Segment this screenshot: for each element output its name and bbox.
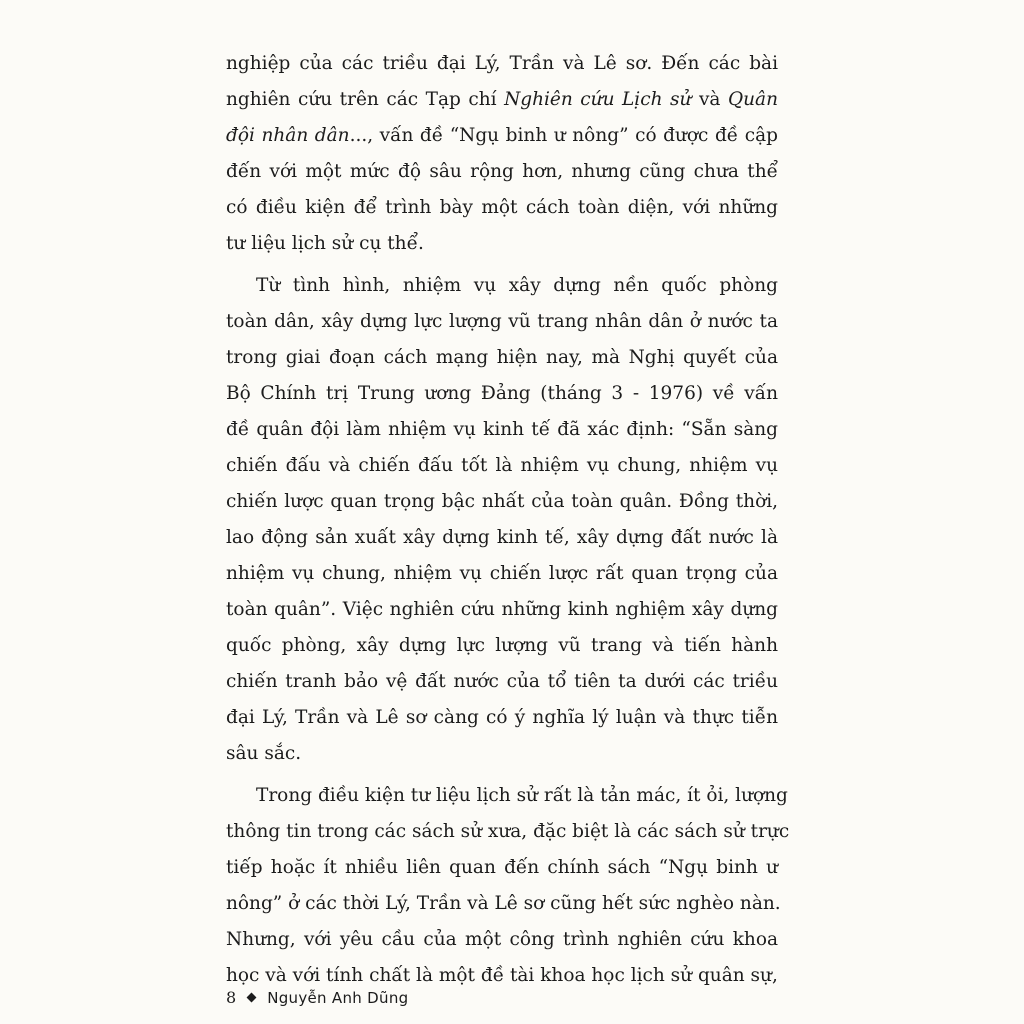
- text-line: lao động sản xuất xây dựng kinh tế, xây dựng đất nước là: [226, 527, 778, 548]
- text-line: nhiệm vụ chung, nhiệm vụ chiến lược rất quan trọng của: [226, 563, 778, 584]
- paragraph: [226, 268, 778, 772]
- text-line: đội nhân dân..., vấn đề “Ngụ binh ư nông” có được đề cập: [226, 125, 778, 146]
- text-line: đề quân đội làm nhiệm vụ kinh tế đã xác định: “Sẵn sàng: [226, 419, 778, 440]
- text-line: đại Lý, Trần và Lê sơ càng có ý nghĩa lý luận và thực tiễn: [226, 707, 778, 728]
- text-line: học và với tính chất là một đề tài khoa học lịch sử quân sự,: [226, 965, 778, 986]
- page-footer: [226, 988, 408, 1007]
- text-line: toàn quân”. Việc nghiên cứu những kinh nghiệm xây dựng: [226, 599, 778, 620]
- diamond-icon: [247, 993, 257, 1003]
- italic-title: Nghiên cứu Lịch sử: [504, 89, 692, 110]
- italic-title: đội nhân dân: [226, 125, 350, 146]
- text-line: nông” ở các thời Lý, Trần và Lê sơ cũng hết sức nghèo nàn.: [226, 893, 781, 914]
- italic-title: Quân: [727, 89, 778, 110]
- text-line: trong giai đoạn cách mạng hiện nay, mà Nghị quyết của: [226, 347, 778, 368]
- text-line: thông tin trong các sách sử xưa, đặc biệt là các sách sử trực: [226, 821, 790, 842]
- text-line: có điều kiện để trình bày một cách toàn diện, với những: [226, 197, 778, 218]
- body-text: [226, 46, 790, 994]
- text-line: toàn dân, xây dựng lực lượng vũ trang nhân dân ở nước ta: [226, 311, 778, 332]
- text-line: đến với một mức độ sâu rộng hơn, nhưng cũng chưa thể: [226, 161, 778, 182]
- paragraph: [226, 778, 790, 994]
- text-line: quốc phòng, xây dựng lực lượng vũ trang và tiến hành: [226, 635, 778, 656]
- text-line: sâu sắc.: [226, 743, 302, 764]
- text-line: Trong điều kiện tư liệu lịch sử rất là tản mác, ít ỏi, lượng: [256, 785, 788, 806]
- text-line: nghiệp của các triều đại Lý, Trần và Lê sơ. Đến các bài: [226, 53, 778, 74]
- text-line: Từ tình hình, nhiệm vụ xây dựng nền quốc phòng: [256, 275, 778, 296]
- text-line: Bộ Chính trị Trung ương Đảng (tháng 3 - 1976) về vấn: [226, 383, 778, 404]
- text-line: chiến đấu và chiến đấu tốt là nhiệm vụ chung, nhiệm vụ: [226, 455, 778, 476]
- text-line: chiến tranh bảo vệ đất nước của tổ tiên ta dưới các triều: [226, 671, 778, 692]
- page-number: 8: [226, 988, 237, 1007]
- text-line: chiến lược quan trọng bậc nhất của toàn quân. Đồng thời,: [226, 491, 778, 512]
- text-line: nghiên cứu trên các Tạp chí Nghiên cứu Lịch sử và Quân: [226, 89, 778, 110]
- text-line: Nhưng, với yêu cầu của một công trình nghiên cứu khoa: [226, 929, 778, 950]
- author-name: Nguyễn Anh Dũng: [267, 988, 409, 1007]
- paragraph: [226, 46, 778, 262]
- text-line: tư liệu lịch sử cụ thể.: [226, 233, 424, 254]
- text-line: tiếp hoặc ít nhiều liên quan đến chính sách “Ngụ binh ư: [226, 857, 778, 878]
